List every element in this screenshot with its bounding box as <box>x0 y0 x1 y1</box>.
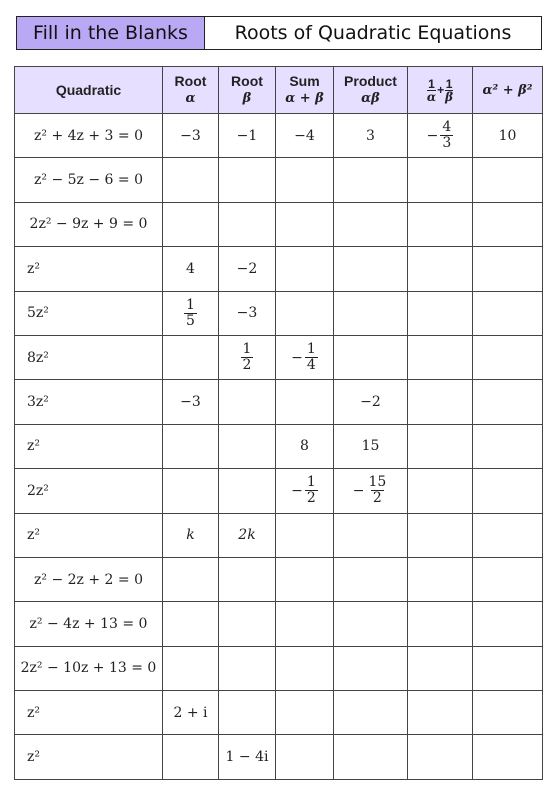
sum-cell[interactable] <box>276 247 334 291</box>
table-row <box>15 557 543 601</box>
table-row <box>15 735 543 779</box>
product-cell: 3 <box>334 114 408 158</box>
worksheet-title: Roots of Quadratic Equations <box>234 22 512 44</box>
root-alpha-cell: 2 + i <box>163 691 219 735</box>
root-beta-cell: −3 <box>219 291 276 335</box>
quadratic-cell[interactable]: z² <box>15 513 163 557</box>
root-beta-cell: −1 <box>219 114 276 158</box>
root-beta-cell[interactable] <box>219 424 276 468</box>
table-row <box>15 513 543 557</box>
product-cell[interactable] <box>334 735 408 779</box>
root-beta-cell: 2k <box>219 513 276 557</box>
reciprocal-sum-cell[interactable] <box>408 646 473 690</box>
header-quadratic: Quadratic <box>15 67 163 114</box>
root-alpha-cell[interactable] <box>163 335 219 379</box>
table-row <box>15 291 543 335</box>
table-row <box>15 247 543 291</box>
table-row <box>15 158 543 202</box>
sum-of-squares-cell[interactable] <box>473 646 543 690</box>
product-cell[interactable] <box>334 602 408 646</box>
root-beta-cell: $\frac{1}{2}$ <box>219 335 276 379</box>
root-alpha-cell: $\frac{1}{5}$ <box>163 291 219 335</box>
sum-cell[interactable] <box>276 602 334 646</box>
root-beta-cell[interactable] <box>219 380 276 424</box>
sum-cell[interactable] <box>276 735 334 779</box>
sum-cell[interactable] <box>276 646 334 690</box>
reciprocal-sum-cell[interactable] <box>408 380 473 424</box>
root-alpha-cell: −3 <box>163 114 219 158</box>
reciprocal-sum-cell[interactable] <box>408 557 473 601</box>
product-cell[interactable] <box>334 202 408 246</box>
header-sum: Sum α + β <box>276 67 334 114</box>
table-row <box>15 114 543 158</box>
quadratic-cell: z² + 4z + 3 = 0 <box>15 114 163 158</box>
quadratic-cell: 2z² − 10z + 13 = 0 <box>15 646 163 690</box>
root-alpha-cell[interactable] <box>163 158 219 202</box>
roots-table <box>14 66 543 780</box>
header-root-beta: Root β <box>219 67 276 114</box>
quadratic-cell[interactable]: z² <box>15 691 163 735</box>
reciprocal-sum-cell[interactable] <box>408 424 473 468</box>
product-cell[interactable] <box>334 691 408 735</box>
quadratic-cell[interactable]: z² <box>15 735 163 779</box>
sum-cell[interactable] <box>276 557 334 601</box>
sum-of-squares-cell[interactable] <box>473 202 543 246</box>
root-alpha-cell[interactable] <box>163 424 219 468</box>
quadratic-cell: 2z² − 9z + 9 = 0 <box>15 202 163 246</box>
sum-cell[interactable] <box>276 291 334 335</box>
product-cell[interactable] <box>334 158 408 202</box>
reciprocal-sum-cell[interactable] <box>408 602 473 646</box>
product-cell[interactable] <box>334 513 408 557</box>
reciprocal-sum-cell[interactable] <box>408 469 473 513</box>
sum-of-squares-cell[interactable] <box>473 158 543 202</box>
root-beta-cell: 1 − 4i <box>219 735 276 779</box>
reciprocal-sum-cell[interactable] <box>408 202 473 246</box>
sum-of-squares-cell[interactable] <box>473 335 543 379</box>
sum-of-squares-cell: 10 <box>473 114 543 158</box>
sum-of-squares-cell[interactable] <box>473 469 543 513</box>
root-beta-cell[interactable] <box>219 202 276 246</box>
sum-cell: − $\frac{1}{4}$ <box>276 335 334 379</box>
root-alpha-cell[interactable] <box>163 602 219 646</box>
reciprocal-sum-cell[interactable] <box>408 247 473 291</box>
quadratic-cell: z² − 5z − 6 = 0 <box>15 158 163 202</box>
table-row <box>15 646 543 690</box>
reciprocal-sum-cell[interactable] <box>408 513 473 557</box>
root-alpha-cell: 4 <box>163 247 219 291</box>
product-cell[interactable] <box>334 291 408 335</box>
sum-of-squares-cell[interactable] <box>473 424 543 468</box>
product-cell: −2 <box>334 380 408 424</box>
product-cell[interactable] <box>334 335 408 379</box>
sum-cell[interactable] <box>276 380 334 424</box>
sum-cell[interactable] <box>276 158 334 202</box>
header-product: Product αβ <box>334 67 408 114</box>
root-beta-cell[interactable] <box>219 557 276 601</box>
quadratic-cell: z² − 4z + 13 = 0 <box>15 602 163 646</box>
root-beta-cell[interactable] <box>219 646 276 690</box>
header-reciprocal-sum: $\frac{1}{\alpha}$ + $\frac{1}{\beta}$ <box>408 67 473 114</box>
root-alpha-cell: k <box>163 513 219 557</box>
table-row <box>15 602 543 646</box>
sum-of-squares-cell[interactable] <box>473 691 543 735</box>
header-root-alpha: Root α <box>163 67 219 114</box>
table-row <box>15 335 543 379</box>
reciprocal-sum-cell[interactable] <box>408 691 473 735</box>
root-alpha-cell[interactable] <box>163 469 219 513</box>
sum-cell: −4 <box>276 114 334 158</box>
product-cell: 15 <box>334 424 408 468</box>
root-alpha-cell[interactable] <box>163 202 219 246</box>
sum-cell[interactable] <box>276 513 334 557</box>
root-alpha-cell[interactable] <box>163 735 219 779</box>
sum-of-squares-cell[interactable] <box>473 602 543 646</box>
root-beta-cell[interactable] <box>219 602 276 646</box>
table-row <box>15 691 543 735</box>
table-row <box>15 380 543 424</box>
sum-cell[interactable] <box>276 691 334 735</box>
sum-of-squares-cell[interactable] <box>473 247 543 291</box>
product-cell[interactable] <box>334 646 408 690</box>
product-cell[interactable] <box>334 247 408 291</box>
reciprocal-sum-cell: − $\frac{4}{3}$ <box>408 114 473 158</box>
sum-of-squares-cell[interactable] <box>473 291 543 335</box>
table-row <box>15 202 543 246</box>
reciprocal-sum-cell[interactable] <box>408 335 473 379</box>
product-cell: − $\frac{15}{2}$ <box>334 469 408 513</box>
table-header-row <box>15 67 543 114</box>
sum-of-squares-cell[interactable] <box>473 513 543 557</box>
reciprocal-sum-cell[interactable] <box>408 158 473 202</box>
root-beta-cell: −2 <box>219 247 276 291</box>
table-row <box>15 469 543 513</box>
product-cell[interactable] <box>334 557 408 601</box>
sum-of-squares-cell[interactable] <box>473 380 543 424</box>
table-row <box>15 424 543 468</box>
root-alpha-cell: −3 <box>163 380 219 424</box>
worksheet-type-label: Fill in the Blanks <box>17 17 205 49</box>
quadratic-cell[interactable]: 3z² <box>15 380 163 424</box>
quadratic-cell: z² − 2z + 2 = 0 <box>15 557 163 601</box>
sum-of-squares-cell[interactable] <box>473 557 543 601</box>
header-sum-of-squares: α² + β² <box>473 67 543 114</box>
reciprocal-sum-cell[interactable] <box>408 291 473 335</box>
root-beta-cell[interactable] <box>219 158 276 202</box>
reciprocal-sum-cell[interactable] <box>408 735 473 779</box>
root-beta-cell[interactable] <box>219 691 276 735</box>
root-beta-cell[interactable] <box>219 469 276 513</box>
worksheet-header <box>16 16 542 50</box>
quadratic-cell[interactable]: 8z² <box>15 335 163 379</box>
sum-of-squares-cell[interactable] <box>473 735 543 779</box>
sum-cell: 8 <box>276 424 334 468</box>
root-alpha-cell[interactable] <box>163 557 219 601</box>
sum-cell: − $\frac{1}{2}$ <box>276 469 334 513</box>
quadratic-cell[interactable]: 5z² <box>15 291 163 335</box>
root-alpha-cell[interactable] <box>163 646 219 690</box>
quadratic-cell[interactable]: 2z² <box>15 469 163 513</box>
quadratic-cell[interactable]: z² <box>15 247 163 291</box>
sum-cell[interactable] <box>276 202 334 246</box>
quadratic-cell[interactable]: z² <box>15 424 163 468</box>
